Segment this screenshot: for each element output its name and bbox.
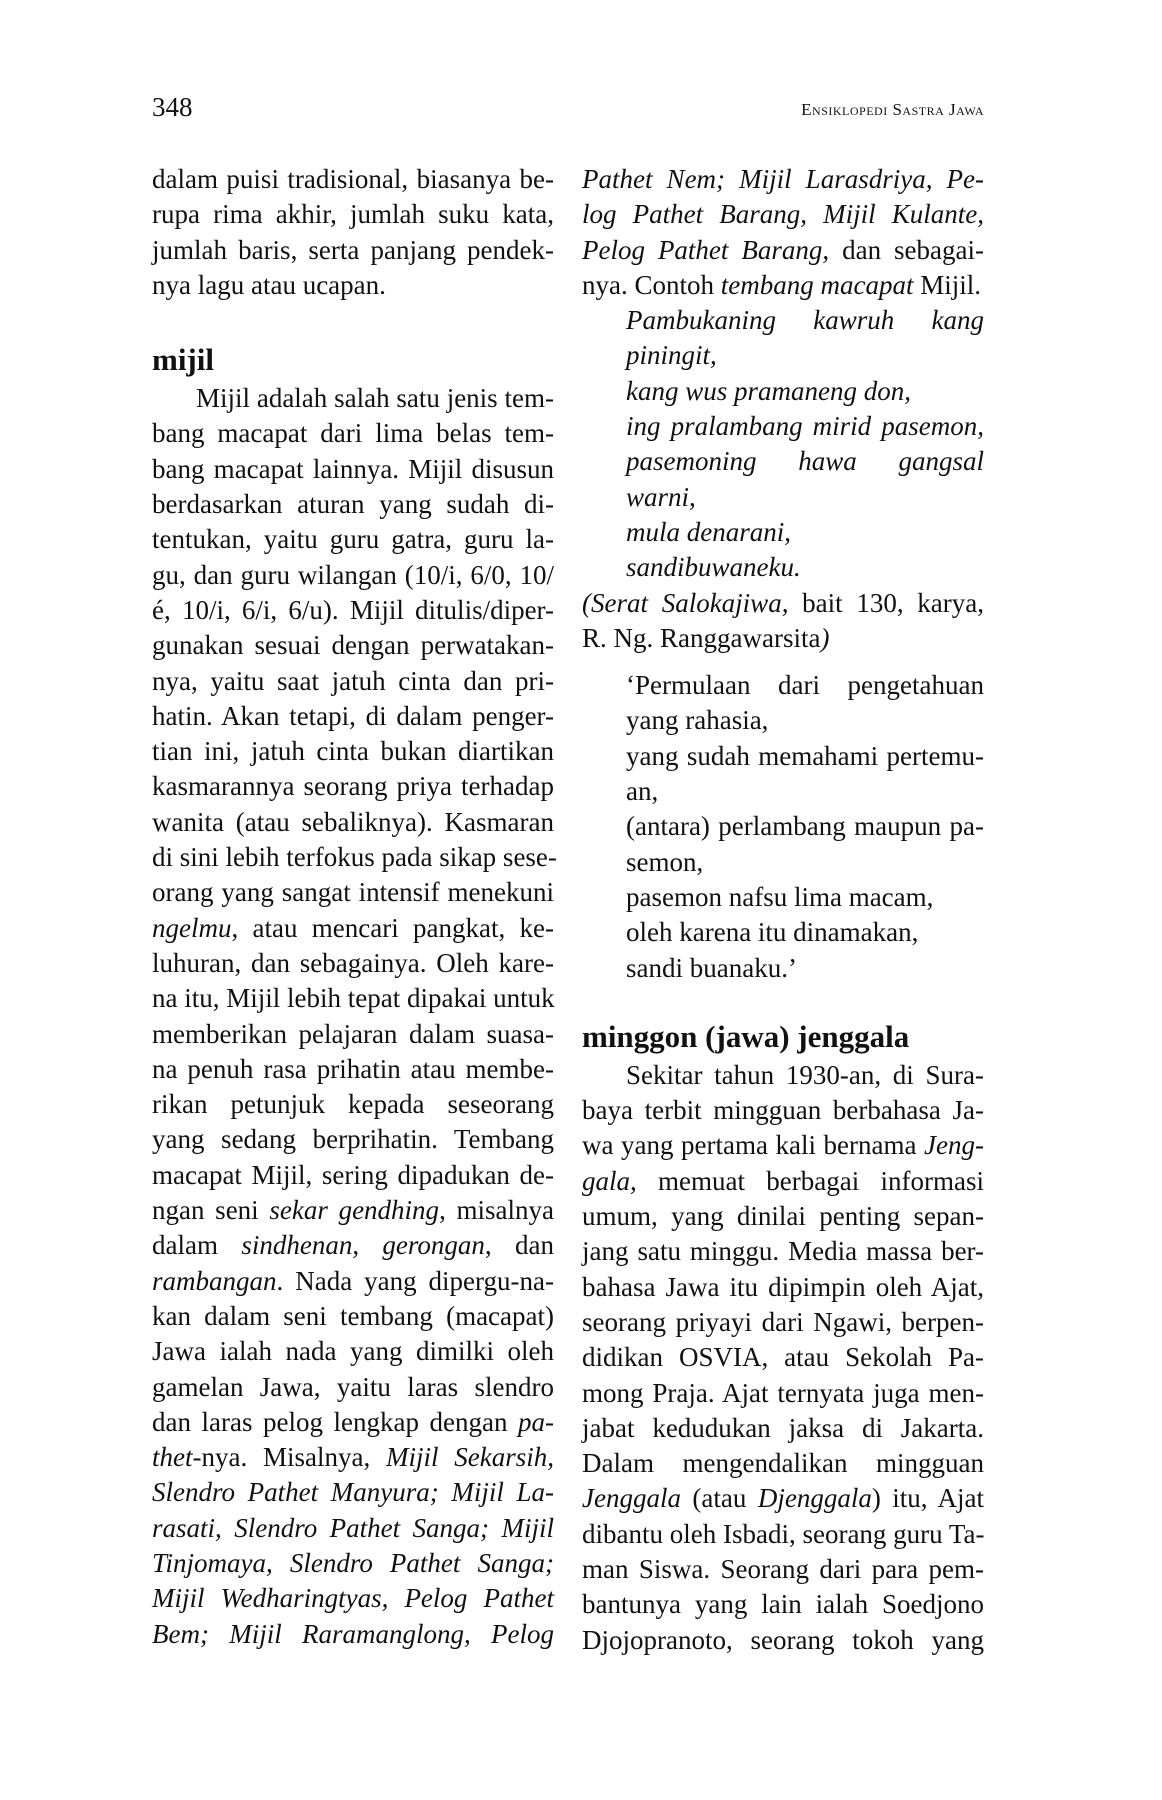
poem-line: piningit, [626,340,717,371]
translation-line: an, [626,776,659,807]
text-line: jabat kedudukan jaksa di Jakarta. [582,1412,984,1443]
text-line: bang macapat lainnya. Mijil disusun [152,453,554,484]
italic-term: sindhenan [241,1230,353,1261]
text-line: Pathet Nem; Mijil Larasdriya, Pe- [582,164,984,194]
text-line: umum, yang dinilai penting sepan- [582,1201,984,1232]
text-line: memberikan pelajaran dalam suasa- [152,1018,554,1049]
text-line: Pelog Pathet Barang, dan sebagai- [582,234,984,265]
text-line: gala, memuat berbagai informasi [582,1165,984,1196]
text-line: dibantu oleh Isbadi, seorang guru Ta- [582,1518,985,1549]
entry-title-minggon-jenggala: minggon (jawa) jenggala [582,1018,910,1054]
italic-term: sekar gendhing [269,1195,440,1226]
text-line: na itu, Mijil lebih tepat dipakai untuk [152,983,555,1014]
text-line: log Pathet Barang, Mijil Kulante, [582,199,984,230]
text-line: baya terbit mingguan berbahasa Ja- [582,1095,984,1126]
translation-line: oleh karena itu dinamakan, [626,917,919,948]
italic-term: pa- [518,1406,554,1437]
text-line: rambangan. Nada yang dipergu-na- [152,1265,554,1296]
text-line [152,1475,554,1510]
entry-body-minggon-jenggala [582,1058,984,1658]
page-number: 348 [152,92,193,122]
entry-body-mijil [152,381,557,1652]
text-line: gunakan sesuai dengan perwatakan- [152,630,554,661]
text-line [152,1511,554,1546]
text-line: mong Praja. Ajat ternyata juga men- [582,1377,984,1408]
entry-title-mijil: mijil [152,342,214,378]
poem-line: Pambukaning kawruh kang [626,305,984,336]
italic-term: rasati, Slendro Pathet Sanga; Mijil [152,1512,554,1543]
text-line: orang yang sangat intensif menekuni [152,877,554,908]
text-line: seorang priyayi dari Ngawi, berpen- [582,1306,984,1337]
italic-term: Slendro Pathet Manyura; Mijil La- [152,1477,554,1508]
text-line [152,1546,554,1581]
text-line [152,1581,554,1616]
text-line: berdasarkan aturan yang sudah di- [152,489,554,520]
text-line: didikan OSVIA, atau Sekolah Pa- [582,1342,984,1373]
text-line: dalam puisi tradisional, biasanya be- [152,164,554,194]
italic-term: Mijil Wedharingtyas, Pelog Pathet [152,1583,554,1614]
text-line: dan laras pelog lengkap dengan pa- [152,1406,554,1437]
poem-line: warni, [626,481,696,512]
text-line: Jenggala (atau Djenggala) itu, Ajat [582,1483,984,1514]
text-line: bahasa Jawa itu dipimpin oleh Ajat, [582,1271,984,1302]
text-line: nya. Contoh tembang macapat Mijil. [582,269,981,300]
italic-term: Mijil Sekarsih, [386,1442,554,1473]
translation-line: ‘Permulaan dari pengetahuan [626,670,984,701]
poem-line: kang wus pramaneng don, [626,375,911,406]
poem-line: pasemoning hawa gangsal [626,446,984,477]
text-line: wa yang pertama kali bernama Jeng- [582,1130,984,1161]
text-line: hatin. Akan tetapi, di dalam penger- [152,700,554,731]
text-line: Sekitar tahun 1930-an, di Sura- [626,1059,984,1090]
text-line: gamelan Jawa, yaitu laras slendro [152,1371,554,1402]
text-line: wanita (atau sebaliknya). Kasmaran [152,806,554,837]
italic-term: thet [152,1442,193,1473]
italic-term: ngelmu [152,912,232,943]
text-line: Djojopranoto, seorang tokoh yang [582,1624,984,1655]
text-line: rupa rima akhir, jumlah suku kata, [152,199,554,230]
text-line: Dalam mengendalikan mingguan [582,1448,984,1479]
text-line: jumlah baris, serta panjang pendek- [152,234,554,265]
text-line: Mijil adalah salah satu jenis tem- [196,383,554,414]
text-line: Jawa ialah nada yang dimilki oleh [152,1336,554,1367]
translation-line: semon, [626,846,704,877]
translation-line: pasemon nafsu lima macam, [626,881,934,912]
text-line: dalam sindhenan, gerongan, dan [152,1230,554,1261]
italic-term: gerongan [382,1230,485,1261]
text-line: gu, dan guru wilangan (10/i, 6/0, 10/ [152,559,554,590]
right-column [582,162,984,1658]
poem-citation [582,586,984,657]
text-line: nya, yaitu saat jatuh cinta dan pri- [152,665,554,696]
text-line: thet-nya. Misalnya, Mijil Sekarsih, [152,1442,554,1473]
text-line: (Serat Salokajiwa, bait 130, karya, [582,587,984,618]
text-line: jang satu minggu. Media massa ber- [582,1236,984,1267]
translation-line: sandi buanaku.’ [626,952,797,983]
translation-line: (antara) perlambang maupun pa- [626,811,984,842]
text-line: ngelmu, atau mencari pangkat, ke- [152,912,554,943]
page-header [152,92,984,132]
text-line: kasmarannya seorang priya terhadap [152,771,554,802]
text-line [152,1617,554,1652]
text-line: tentukan, yaitu guru gatra, guru la- [152,524,554,555]
text-line: nya lagu atau ucapan. [152,269,386,300]
italic-term: Bem; Mijil Raramanglong, Pelog [152,1618,554,1649]
text-line: kan dalam seni tembang (macapat) [152,1300,554,1331]
text-line: na penuh rasa prihatin atau membe- [152,1053,554,1084]
running-head: Ensiklopedi Sastra Jawa [801,100,984,119]
text-line: macapat Mijil, sering dipadukan de- [152,1159,554,1190]
text-line: ngan seni sekar gendhing, misalnya [152,1195,554,1226]
text-line: di sini lebih terfokus pada sikap sese- [152,842,557,873]
translation-line: yang sudah memahami pertemu- [626,740,984,771]
italic-term: rambangan [152,1265,277,1296]
text-line: man Siswa. Seorang dari para pem- [582,1553,984,1584]
text-line: bang macapat dari lima belas tem- [152,418,554,449]
poem-line: mula denarani, [626,516,791,547]
text-line: é, 10/i, 6/i, 6/u). Mijil ditulis/diper- [152,594,554,625]
italic-term: Tinjomaya, Slendro Pathet Sanga; [152,1547,554,1578]
poem-translation [582,668,984,986]
text-line: luhuran, dan sebagainya. Oleh kare- [152,947,554,978]
text-line: rikan petunjuk kepada seseorang [152,1089,554,1120]
poem-javanese [582,303,984,585]
text-line: R. Ng. Ranggawarsita) [582,622,830,653]
text-line: tian ini, jatuh cinta bukan diartikan [152,736,554,767]
translation-line: yang rahasia, [626,705,769,736]
left-column [152,162,557,1652]
text-line: yang sedang berprihatin. Tembang [152,1124,554,1155]
poem-line: ing pralambang mirid pasemon, [626,411,984,442]
text-line: bantunya yang lain ialah Soedjono [582,1589,984,1620]
poem-line: sandibuwaneku. [626,552,801,583]
